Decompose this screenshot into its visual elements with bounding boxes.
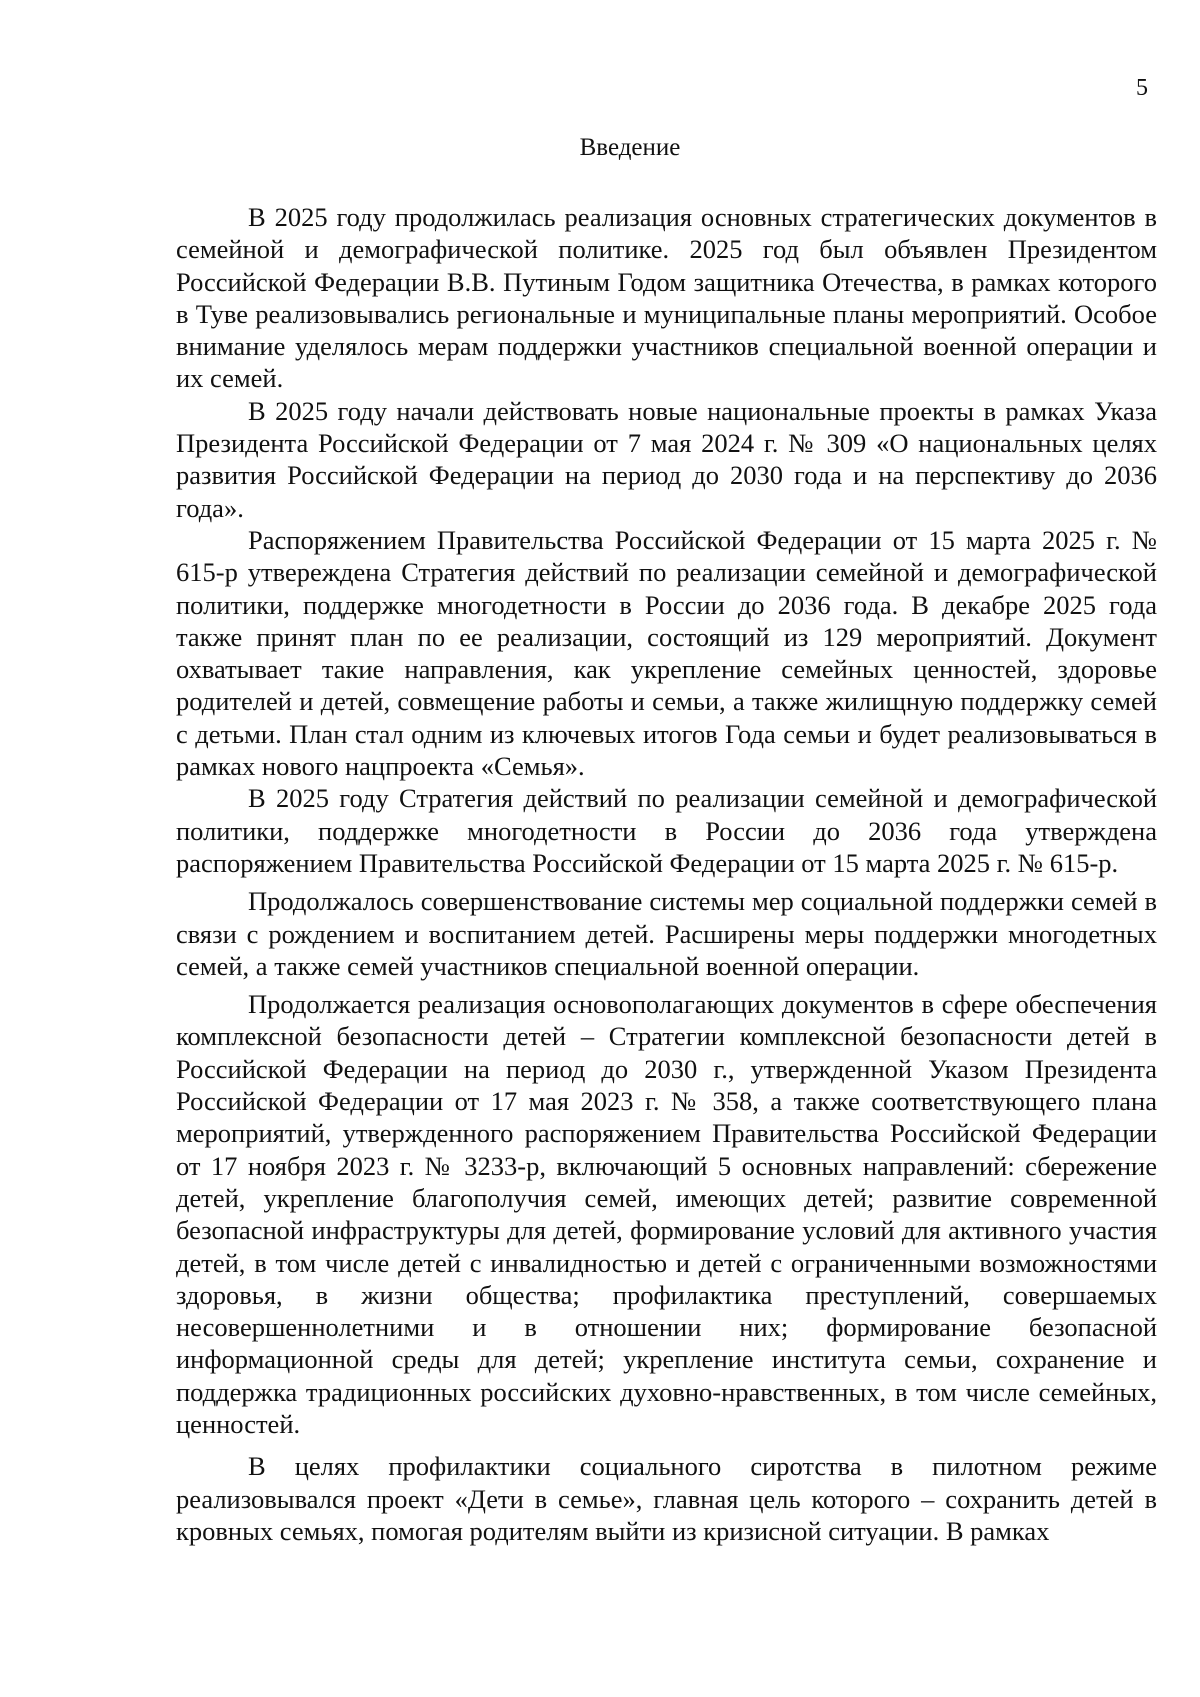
paragraph-social-support: Продолжалось совершенствование системы мер социальной поддержки семей в связи с рождением и воспитанием детей. Расширены меры поддержки многодетных семей, а также семей участников специальной военной операции.: [176, 886, 1157, 981]
paragraph-strategy-order: Распоряжением Правительства Российской Федерации от 15 марта 2025 г. № 615-р утвереждена Стратегия действий по реализации семейной и демографической политики, поддержке многодетности в России до 2036 года. В декабре 2025 года также принят план по ее реализации, состоящий из 129 мероприятий. Документ охватывает такие направления, как укрепление семейных ценностей, здоровье родителей и детей, совмещение работы и семьи, а также жилищную поддержку семей с детьми. План стал одним из ключевых итогов Года семьи и будет реализовываться в рамках нового нацпроекта «Семья».: [176, 524, 1157, 782]
paragraph-national-projects: В 2025 году начали действовать новые национальные проекты в рамках Указа Президента Российской Федерации от 7 мая 2024 г. № 309 «О национальных целях развития Российской Федерации на период до 2030 года и на перспективу до 2036 года».: [176, 395, 1157, 523]
section-title: Введение: [579, 134, 681, 161]
body-text: [176, 201, 1157, 1547]
paragraph-intro: В 2025 году продолжилась реализация основных стратегических документов в семейной и демографической политике. 2025 год был объявлен Президентом Российской Федерации В.В. Путиным Годом защитника Отечества, в рамках которого в Туве реализовывались региональные и муниципальные планы мероприятий. Особое внимание уделялось мерам поддержки участников специальной военной операции и их семей.: [176, 202, 1157, 394]
paragraph-strategy-approved: В 2025 году Стратегия действий по реализации семейной и демографической политики, поддержке многодетности в России до 2036 года утверждена распоряжением Правительства Российской Федерации от 15 марта 2025 г. № 615-р.: [176, 783, 1157, 878]
paragraph-child-safety: Продолжается реализация основополагающих документов в сфере обеспечения комплексной безопасности детей – Стратегии комплексной безопасности детей в Российской Федерации на период до 2030 г., утвержденной Указом Президента Российской Федерации от 17 мая 2023 г. № 358, а также соответствующего плана мероприятий, утвержденного распоряжением Правительства Российской Федерации от 17 ноября 2023 г. № 3233-р, включающий 5 основных направлений: сбережение детей, укрепление благополучия семей, имеющих детей; развитие современной безопасной инфраструктуры для детей, формирование условий для активного участия детей, в том числе детей с инвалидностью и детей с ограниченными возможностями здоровья, в жизни общества; профилактика преступлений, совершаемых несовершеннолетними и в отношении них; формирование безопасной информационной среды для детей; укрепление института семьи, сохранение и поддержка традиционных российских духовно-нравственных, в том числе семейных, ценностей.: [176, 989, 1157, 1439]
page-number: 5: [1136, 75, 1148, 101]
paragraph-orphanhood-prevention: В целях профилактики социального сиротства в пилотном режиме реализовывался проект «Дети в семье», главная цель которого – сохранить детей в кровных семьях, помогая родителям выйти из кризисной ситуации. В рамках: [176, 1451, 1157, 1546]
